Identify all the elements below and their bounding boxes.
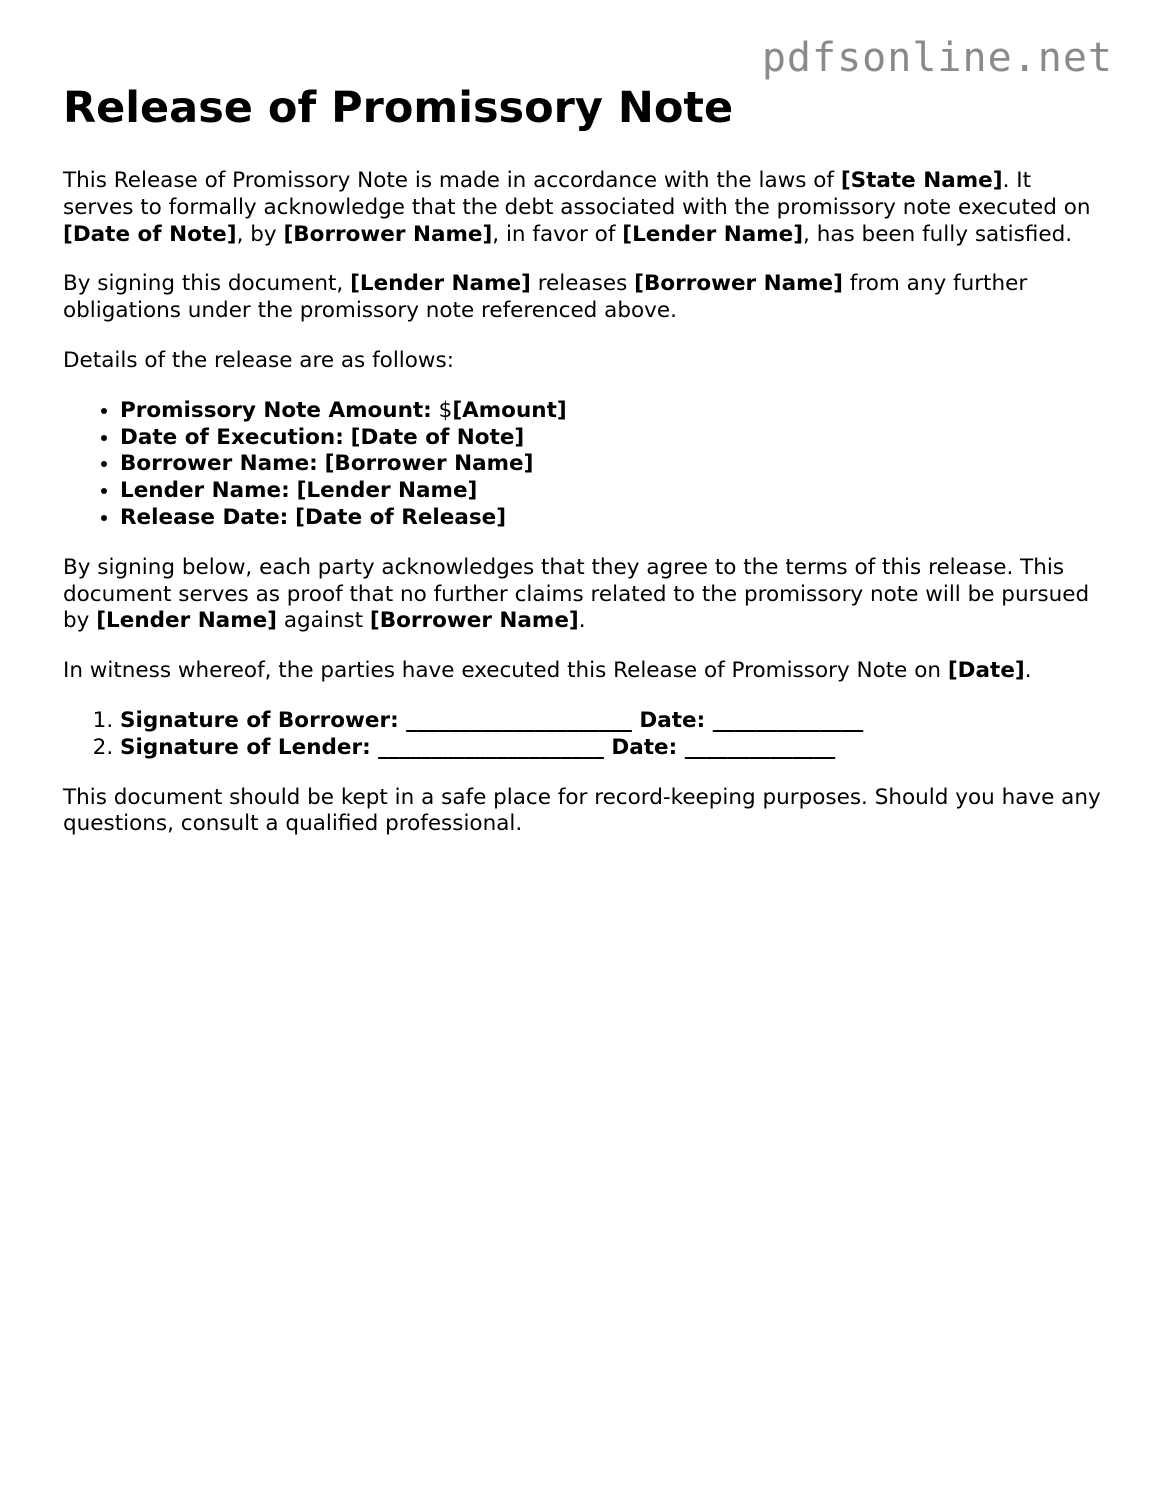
borrower-name-placeholder: [Borrower Name] [369, 608, 579, 634]
detail-prefix: $ [431, 397, 453, 423]
borrower-name-placeholder: [Borrower Name] [283, 221, 493, 247]
signature-line-borrower [120, 708, 1103, 735]
details-list [63, 398, 1103, 532]
detail-prefix [318, 451, 325, 476]
list-item [120, 398, 1103, 425]
intro-text-3: , by [236, 221, 284, 247]
ack-text-1: By signing below, each party acknowledges that they agree to the terms of this release. This document serves as proof that no further claims related to the promissory note will be pursued by [63, 554, 1090, 634]
detail-prefix [344, 425, 351, 450]
release-paragraph [63, 271, 1103, 325]
details-intro: Details of the release are as follows: [63, 347, 454, 373]
document-body [63, 82, 1103, 861]
state-name-placeholder: [State Name] [840, 168, 1003, 193]
witness-paragraph [63, 658, 1103, 685]
borrower-name-placeholder: [Borrower Name] [634, 271, 843, 297]
release-text-2: releases [530, 271, 635, 297]
detail-label: Promissory Note Amount: [120, 397, 432, 423]
lender-name-placeholder: [Lender Name] [96, 608, 278, 634]
signature-text: Signature of Lender: _____________________ Date: ______________ [120, 734, 836, 760]
list-item [120, 451, 1103, 478]
detail-prefix [290, 478, 297, 503]
signature-line-lender [120, 735, 1103, 762]
list-item [120, 505, 1103, 532]
signature-text: Signature of Borrower: _____________________ Date: ______________ [120, 707, 864, 733]
signature-list [63, 708, 1103, 762]
detail-value: [Amount] [452, 397, 567, 423]
release-text-3: from any further obligations under the promissory note referenced above. [63, 271, 1028, 324]
detail-label: Borrower Name: [120, 451, 318, 477]
intro-text-4: , in favor of [492, 221, 623, 247]
lender-name-placeholder: [Lender Name] [350, 271, 531, 297]
detail-value: [Date of Note] [350, 424, 525, 450]
detail-value: [Lender Name] [296, 478, 478, 504]
witness-text-1: In witness whereof, the parties have executed this Release of Promissory Note on [63, 658, 948, 684]
release-text-1: By signing this document, [63, 271, 351, 297]
detail-label: Lender Name: [120, 478, 290, 504]
detail-label: Date of Execution: [120, 424, 344, 450]
detail-value: [Date of Release] [295, 504, 507, 530]
detail-label: Release Date: [120, 504, 289, 530]
ack-text-3: . [578, 608, 586, 634]
list-item [120, 425, 1103, 452]
intro-text-1: This Release of Promissory Note is made in accordance with the laws of [63, 168, 841, 193]
document-title: Release of Promissory Note [63, 83, 734, 133]
date-placeholder: [Date] [947, 658, 1025, 684]
acknowledgement-paragraph [63, 555, 1103, 635]
watermark: pdfsonline.net [761, 35, 1113, 81]
intro-text-2: . It serves to formally acknowledge that the debt associated with the promissory note executed on [63, 168, 1091, 220]
closing-paragraph: This document should be kept in a safe place for record-keeping purposes. Should you have any questions, consult a qualified professional. [63, 784, 1101, 837]
detail-value: [Borrower Name] [324, 451, 534, 477]
intro-text-5: , has been fully satisfied. [803, 221, 1073, 247]
intro-paragraph [63, 168, 1103, 248]
witness-text-2: . [1024, 658, 1032, 684]
date-of-note-placeholder: [Date of Note] [63, 221, 237, 247]
ack-text-2: against [277, 608, 370, 634]
list-item [120, 478, 1103, 505]
lender-name-placeholder: [Lender Name] [622, 221, 804, 247]
